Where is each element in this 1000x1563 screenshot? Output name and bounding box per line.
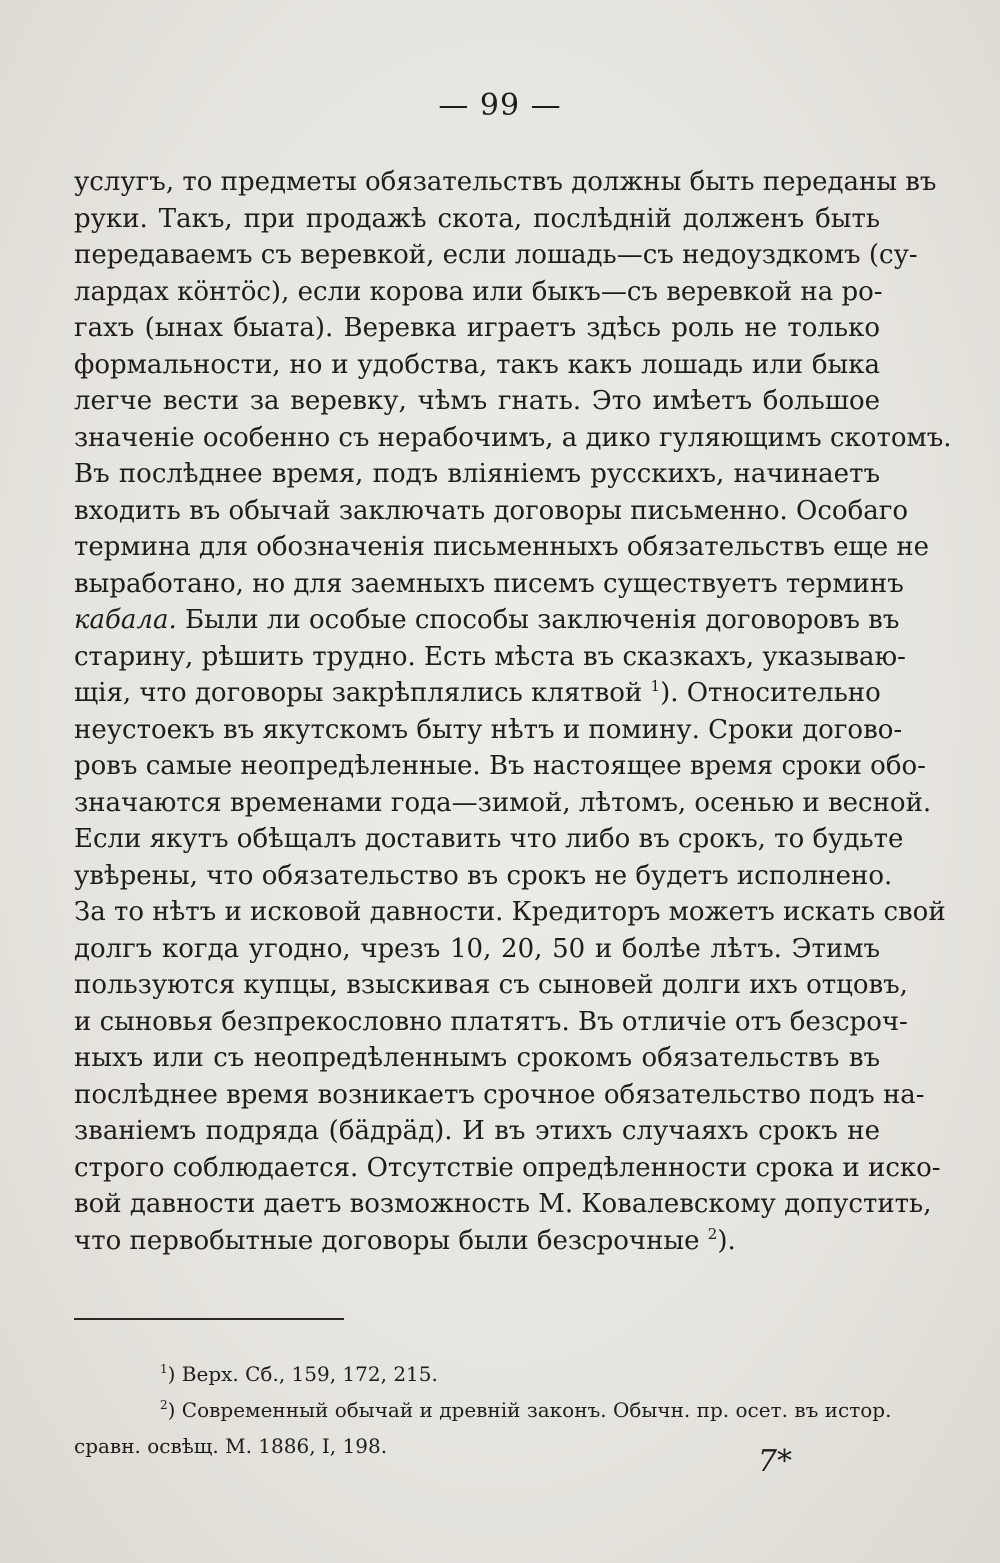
text-line: входить въ обычай заключать договоры письменно. Особаго (74, 495, 909, 526)
text-line: старину, рѣшить трудно. Есть мѣста въ сказкахъ, указываю- (74, 641, 906, 672)
italic-term: кабала. (74, 605, 177, 635)
text-line: передаваемъ съ веревкой, если лошадь—съ недоуздкомъ (су- (74, 240, 918, 270)
text-line: ныхъ или съ неопредѣленнымъ срокомъ обязательствъ въ (74, 1043, 880, 1073)
text-line: что первобытные договоры были безсрочные $^2$). (74, 1224, 736, 1256)
footnote-number: 2 (160, 1398, 168, 1412)
text-line: долгъ когда угодно, чрезъ 10, 20, 50 и болѣе лѣтъ. Этимъ (74, 933, 880, 964)
text-line: термина для обозначенiя письменныхъ обязательствъ еще не (74, 532, 930, 562)
text-line: кабала. Были ли особые способы заключенiя договоровъ въ (74, 605, 900, 635)
text-line: Если якутъ обѣщалъ доставить что либо въ срокъ, то будьте (74, 824, 904, 854)
footnote-divider (74, 1318, 344, 1320)
text-line: руки. Такъ, при продажѣ скота, послѣднiй долженъ быть (74, 203, 880, 234)
text-line: гахъ (ынах быата). Веревка играетъ здѣсь роль не только (74, 313, 880, 343)
text-line: послѣднее время возникаетъ срочное обязательство подъ на- (74, 1079, 925, 1110)
text-line: и сыновья безпрекословно платятъ. Въ отличiе отъ безсроч- (74, 1006, 908, 1037)
text-line: Въ послѣднее время, подъ влiянiемъ русскихъ, начинаетъ (74, 459, 880, 489)
text-line: пользуются купцы, взыскивая съ сыновей долги ихъ отцовъ, (74, 970, 908, 1000)
text-line: За то нѣтъ и исковой давности. Кредиторъ можетъ искать свой (74, 897, 946, 927)
main-text (74, 164, 952, 1259)
text-line: значенiе особенно съ нерабочимъ, а дико гуляющимъ скотомъ. (74, 422, 952, 453)
text-line: неустоекъ въ якутскомъ быту нѣтъ и помину. Сроки догово- (74, 714, 903, 745)
text-line: формальности, но и удобства, такъ какъ лошадь или быка (74, 349, 880, 380)
footnote-reference[interactable]: 1 (650, 677, 661, 695)
signature-mark: 7* (757, 1444, 792, 1479)
text-line: вой давности даетъ возможность М. Ковалевскому допустить, (74, 1189, 932, 1219)
text-line: увѣрены, что обязательство въ срокъ не будетъ исполнено. (74, 860, 893, 891)
text-line: выработано, но для заемныхъ писемъ существуетъ терминъ (74, 568, 904, 599)
text-line: званiемъ подряда (бӓдрӓд). И въ этихъ случаяхъ срокъ не (74, 1116, 880, 1146)
text-line: значаются временами года—зимой, лѣтомъ, осенью и весной. (74, 787, 932, 818)
text-line: ровъ самые неопредѣленные. Въ настоящее время сроки обо- (74, 751, 926, 781)
footnote: сравн. освѣщ. М. 1886, I, 198. (74, 1434, 388, 1458)
footnote-reference[interactable]: 2 (707, 1224, 718, 1243)
page-number: — 99 — (438, 88, 562, 123)
text-line: легче вести за веревку, чѣмъ гнать. Это имѣетъ большое (74, 386, 880, 416)
footnote: $^2$) Современный обычай и древнiй законъ. Обычн. пр. осет. въ истор. (160, 1398, 892, 1422)
footnote-number: 1 (160, 1362, 168, 1376)
text-line: щiя, что договоры закрѣплялись клятвой $^1$). Относительно (74, 677, 881, 708)
text-line: услугъ, то предметы обязательствъ должны быть переданы въ (74, 167, 937, 197)
text-line: строго соблюдается. Отсутствiе опредѣленности срока и иско- (74, 1152, 941, 1183)
footnote: $^1$) Верх. Сб., 159, 172, 215. (160, 1362, 438, 1386)
text-line: лардах кӧнтӧс), если корова или быкъ—съ веревкой на ро- (74, 276, 883, 307)
